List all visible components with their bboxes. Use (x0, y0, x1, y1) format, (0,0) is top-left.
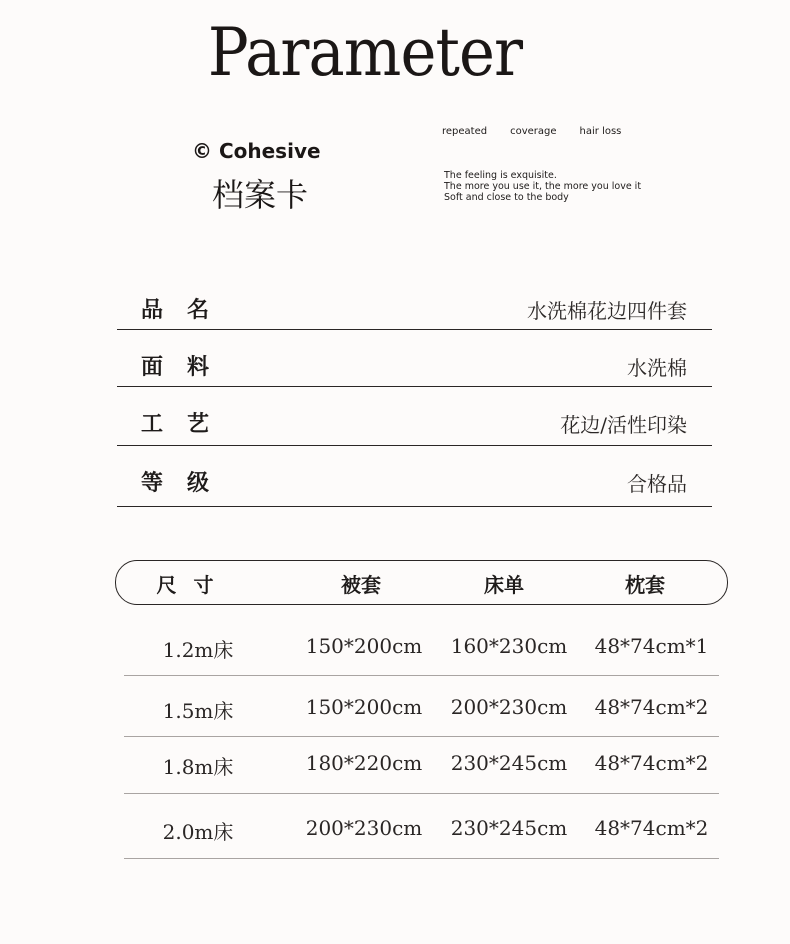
cell-pillowcase: 48*74cm*1 (594, 634, 709, 658)
cell-pillowcase: 48*74cm*2 (594, 695, 709, 719)
table-row (124, 793, 719, 859)
slogan-line: Soft and close to the body (444, 192, 569, 203)
tag: coverage (510, 126, 557, 137)
info-row-name (117, 285, 712, 330)
info-row-fabric (117, 329, 712, 387)
info-row-craft (117, 386, 712, 446)
table-row (124, 675, 719, 737)
cell-sheet: 230*245cm (450, 816, 568, 840)
cell-duvet: 150*200cm (305, 634, 423, 658)
page-title: Parameter (207, 14, 523, 91)
header-sheet: 床单 (484, 573, 524, 597)
info-value: 花边/活性印染 (560, 413, 687, 437)
info-label: 面料 (141, 354, 234, 380)
cell-size: 1.8m床 (162, 755, 234, 779)
info-row-grade (117, 445, 712, 507)
cell-sheet: 200*230cm (450, 695, 568, 719)
info-value: 合格品 (627, 472, 687, 496)
cell-pillowcase: 48*74cm*2 (594, 751, 709, 775)
info-value: 水洗棉花边四件套 (527, 299, 687, 323)
feature-tags (442, 126, 644, 137)
table-row (124, 615, 719, 676)
slogan (444, 170, 641, 203)
cell-pillowcase: 48*74cm*2 (594, 816, 709, 840)
cell-size: 1.2m床 (162, 638, 234, 662)
brand-logo: © Cohesive (192, 139, 321, 163)
tag: hair loss (579, 126, 622, 137)
header-pillowcase: 枕套 (625, 573, 665, 597)
cell-duvet: 180*220cm (305, 751, 423, 775)
slogan-line: The more you use it, the more you love it (444, 181, 642, 192)
info-label: 工艺 (141, 411, 234, 437)
subtitle-cn: 档案卡 (212, 176, 309, 214)
size-table-header (115, 560, 728, 605)
cell-duvet: 200*230cm (305, 816, 423, 840)
cell-sheet: 230*245cm (450, 751, 568, 775)
header-size: 尺 寸 (156, 573, 214, 597)
header-duvet: 被套 (341, 573, 381, 597)
info-label: 品名 (141, 297, 234, 323)
info-value: 水洗棉 (627, 356, 687, 380)
info-label: 等级 (141, 470, 234, 496)
table-row (124, 736, 719, 794)
cell-duvet: 150*200cm (305, 695, 423, 719)
slogan-line: The feeling is exquisite. (444, 170, 557, 181)
cell-sheet: 160*230cm (450, 634, 568, 658)
cell-size: 2.0m床 (162, 820, 234, 844)
tag: repeated (442, 126, 488, 137)
cell-size: 1.5m床 (162, 699, 234, 723)
